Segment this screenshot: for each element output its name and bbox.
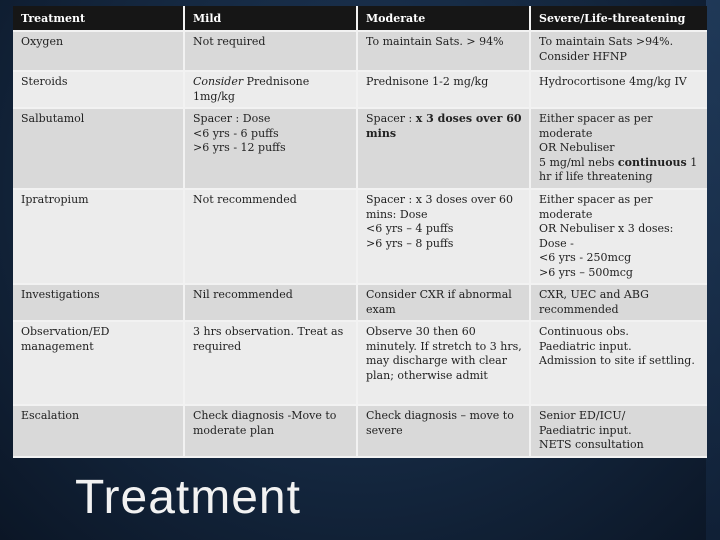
cell-line: >6 yrs – 8 puffs xyxy=(366,236,454,250)
table-header xyxy=(13,6,707,31)
row-label: Ipratropium xyxy=(13,189,184,284)
cell-moderate: Prednisone 1-2 mg/kg xyxy=(357,71,530,108)
cell-mild: Check diagnosis -Move to moderate plan xyxy=(184,405,357,457)
cell-mild: Nil recommended xyxy=(184,284,357,321)
cell-line: NETS consultation xyxy=(539,438,644,451)
table-row-salbutamol xyxy=(13,108,707,189)
cell-line: Continuous obs. xyxy=(539,325,629,338)
header-moderate: Moderate xyxy=(357,6,530,31)
cell-mild xyxy=(184,108,357,189)
cell-line: Spacer : x 3 doses over 60 mins: Dose xyxy=(366,193,514,221)
dose-emphasis: x 3 doses over 60 mins xyxy=(366,112,522,140)
treatment-table-container xyxy=(13,6,707,451)
cell-line: >6 yrs - 12 puffs xyxy=(193,141,286,154)
dose-text: Prednisone 1mg/kg xyxy=(193,75,310,103)
cell-severe xyxy=(530,405,707,457)
cell-line: Paediatric input. xyxy=(539,339,632,353)
header-severe: Severe/Life-threatening xyxy=(530,6,707,31)
row-label: Escalation xyxy=(13,405,184,457)
cell-moderate: Observe 30 then 60 minutely. If stretch to 3 hrs, may discharge with clear plan; otherwise admit xyxy=(357,321,530,405)
cell-severe: Hydrocortisone 4mg/kg IV xyxy=(530,71,707,108)
continuous-emphasis: continuous xyxy=(617,155,687,169)
cell-moderate xyxy=(357,189,530,284)
cell-line: To maintain Sats >94%. xyxy=(539,35,674,48)
slide-title: Treatment xyxy=(75,471,301,524)
table-row-steroids xyxy=(13,71,707,108)
cell-line: <6 yrs - 6 puffs xyxy=(193,126,279,140)
treatment-table xyxy=(13,6,707,458)
cell-line: Either spacer as per moderate xyxy=(539,193,653,221)
cell-severe xyxy=(530,189,707,284)
table-body xyxy=(13,31,707,457)
table-row-oxygen xyxy=(13,31,707,71)
row-label: Steroids xyxy=(13,71,184,108)
cell-line: <6 yrs - 250mcg xyxy=(539,251,632,264)
cell-severe xyxy=(530,321,707,405)
row-label: Observation/ED management xyxy=(13,321,184,405)
cell-line: OR Nebuliser x 3 doses: Dose - xyxy=(539,222,674,250)
spacer-prefix: Spacer : xyxy=(366,112,416,125)
table-row-escalation xyxy=(13,405,707,457)
cell-line: <6 yrs – 4 puffs xyxy=(366,222,454,235)
table-row-observation xyxy=(13,321,707,405)
row-label: Salbutamol xyxy=(13,108,184,189)
cell-line: Paediatric input. xyxy=(539,423,632,437)
table-row-ipratropium xyxy=(13,189,707,284)
slide-edge-accent xyxy=(706,0,720,540)
cell-severe: CXR, UEC and ABG recommended xyxy=(530,284,707,321)
row-label: Oxygen xyxy=(13,31,184,71)
cell-moderate: Consider CXR if abnormal exam xyxy=(357,284,530,321)
table-row-investigations xyxy=(13,284,707,321)
cell-mild: Not recommended xyxy=(184,189,357,284)
cell-line: OR Nebuliser xyxy=(539,141,615,154)
consider-text: Consider xyxy=(193,75,244,88)
row-label: Investigations xyxy=(13,284,184,321)
header-mild: Mild xyxy=(184,6,357,31)
neb-duration: 1 hr if life threatening xyxy=(539,155,698,183)
cell-line xyxy=(539,156,703,185)
cell-mild: Not required xyxy=(184,31,357,71)
cell-line: Consider HFNP xyxy=(539,49,627,63)
cell-mild: 3 hrs observation. Treat as required xyxy=(184,321,357,405)
cell-line: Admission to site if settling. xyxy=(539,354,695,367)
cell-mild xyxy=(184,71,357,108)
neb-dose: 5 mg/ml nebs xyxy=(539,155,618,169)
cell-line: Either spacer as per moderate xyxy=(539,112,653,140)
cell-line: Senior ED/ICU/ xyxy=(539,409,626,422)
cell-line: >6 yrs – 500mcg xyxy=(539,265,633,279)
cell-line: Spacer : Dose xyxy=(193,112,271,125)
cell-moderate: Check diagnosis – move to severe xyxy=(357,405,530,457)
cell-moderate xyxy=(357,108,530,189)
cell-severe xyxy=(530,108,707,189)
header-row xyxy=(13,6,707,31)
header-treatment: Treatment xyxy=(13,6,184,31)
cell-severe xyxy=(530,31,707,71)
cell-moderate: To maintain Sats. > 94% xyxy=(357,31,530,71)
